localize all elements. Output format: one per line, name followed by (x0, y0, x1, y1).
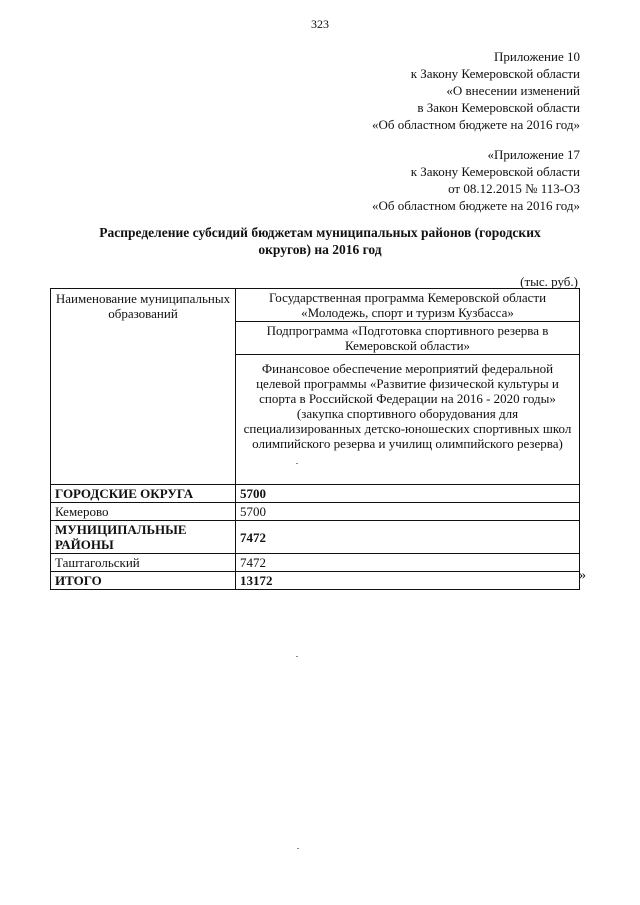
row-value: 5700 (236, 485, 580, 503)
row-name: Таштагольский (51, 554, 236, 572)
table-header-row (51, 289, 580, 322)
table-row (51, 503, 580, 521)
appendix-17-line: «Об областном бюджете на 2016 год» (372, 198, 580, 213)
closing-quote: » (579, 568, 586, 583)
subsidies-table (50, 288, 580, 590)
row-value: 13172 (236, 572, 580, 590)
table-row (51, 572, 580, 590)
units-label: (тыс. руб.) (520, 274, 578, 289)
table-row (51, 521, 580, 554)
title-line: Распределение субсидий бюджетам муниципальных районов (городских (99, 225, 541, 240)
subprogram-cell: Подпрограмма «Подготовка спортивного резерва в Кемеровской области» (236, 322, 580, 355)
program-cell: Государственная программа Кемеровской области «Молодежь, спорт и туризм Кузбасса» (236, 289, 580, 322)
scan-speck (297, 848, 299, 849)
page-number: 323 (311, 17, 329, 31)
row-name: ИТОГО (51, 572, 236, 590)
row-name: МУНИЦИПАЛЬНЫЕ РАЙОНЫ (51, 521, 236, 554)
scan-speck (296, 463, 298, 464)
row-name: Кемерово (51, 503, 236, 521)
appendix-10-line: «Об областном бюджете на 2016 год» (372, 117, 580, 132)
scan-speck (296, 656, 298, 657)
appendix-17-header (372, 146, 580, 214)
appendix-10-line: «О внесении изменений (446, 83, 580, 98)
measure-cell: Финансовое обеспечение мероприятий федеральной целевой программы «Развитие физической культуры и спорта в Российской Федерации на 2016 - 2020 годы» (закупка спортивного оборудования для специализированных детско-юношеских спортивных школ олимпийского резерва и училищ олимпийского резерва) (236, 355, 580, 485)
table-row (51, 554, 580, 572)
appendix-10-line: в Закон Кемеровской области (417, 100, 580, 115)
row-value: 7472 (236, 554, 580, 572)
title-line: округов) на 2016 год (258, 242, 382, 257)
appendix-17-line: от 08.12.2015 № 113-ОЗ (448, 181, 580, 196)
row-name: ГОРОДСКИЕ ОКРУГА (51, 485, 236, 503)
document-title (60, 224, 580, 258)
header-name-cell: Наименование муниципальных образований (51, 289, 236, 485)
appendix-10-line: к Закону Кемеровской области (410, 66, 580, 81)
appendix-10-header (372, 48, 580, 133)
appendix-17-line: «Приложение 17 (487, 147, 580, 162)
appendix-10-line: Приложение 10 (493, 49, 580, 64)
row-value: 5700 (236, 503, 580, 521)
appendix-17-line: к Закону Кемеровской области (410, 164, 580, 179)
row-value: 7472 (236, 521, 580, 554)
table-row (51, 485, 580, 503)
